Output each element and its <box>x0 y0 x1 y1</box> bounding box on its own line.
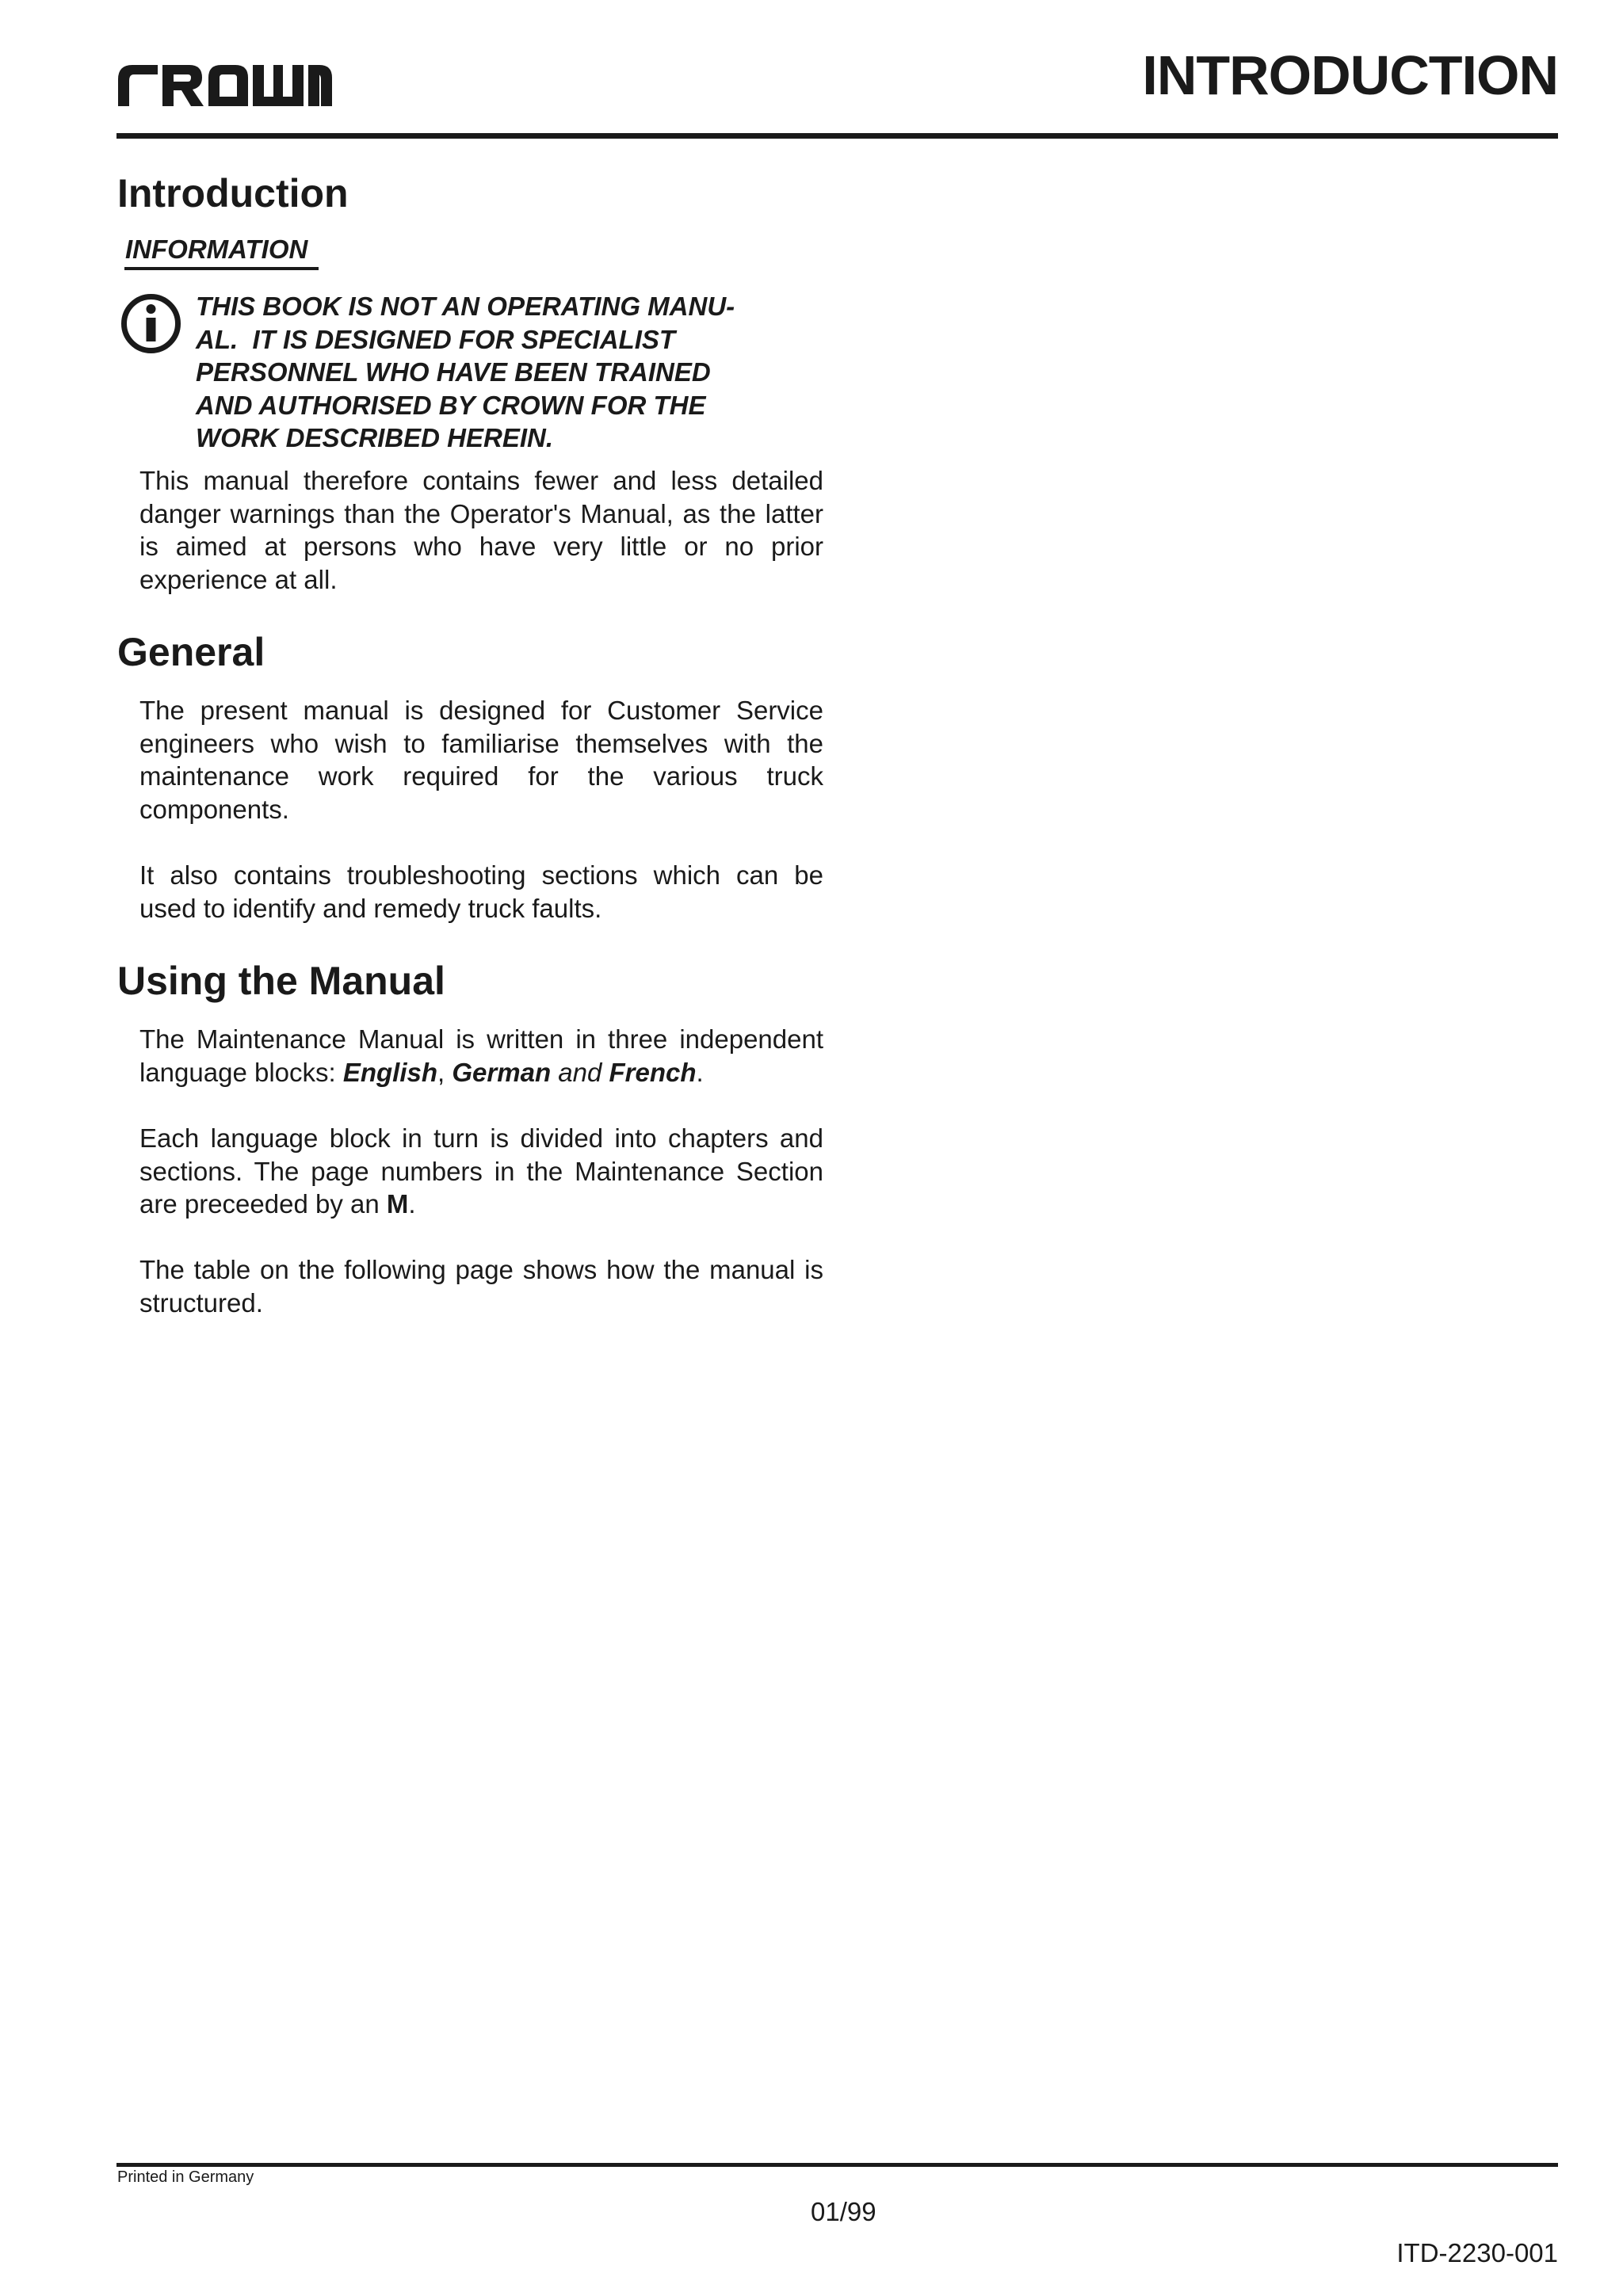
using-p1-text: The Maintenance Manual is written in three independent language blocks: <box>139 1024 823 1087</box>
warning-text <box>196 290 798 455</box>
separator: , <box>437 1057 453 1087</box>
header-rule <box>116 133 1558 139</box>
general-paragraph-2: It also contains troubleshooting sections which can be used to identify and remedy truck faults. <box>139 860 823 923</box>
information-label: INFORMATION <box>125 235 308 264</box>
period: . <box>696 1057 704 1087</box>
footer-rule <box>116 2163 1558 2167</box>
printed-in-note: Printed in Germany <box>117 2168 254 2186</box>
warning-line: AND AUTHORISED BY CROWN FOR THE <box>196 390 706 420</box>
general-paragraph-1: The present manual is designed for Customer Service engineers who wish to familiarise themselves with the maintenance work required for the various truck components. <box>139 696 823 824</box>
page-number: 01/99 <box>811 2197 876 2226</box>
using-p2-text: Each language block in turn is divided into chapters and sections. The page numbers in the Maintenance Section are preceeded by an <box>139 1123 823 1219</box>
warning-line: WORK DESCRIBED HEREIN. <box>196 423 554 453</box>
introduction-paragraph: This manual therefore contains fewer and less detailed danger warnings than the Operator's Manual, as the latter is aimed at persons who have very little or no prior experience at all. <box>139 466 823 594</box>
warning-line: THIS BOOK IS NOT AN OPERATING MANU- <box>196 292 735 321</box>
language-german: German <box>452 1057 552 1087</box>
logo-text: CROWN <box>116 62 120 63</box>
document-code: ITD-2230-001 <box>1396 2238 1558 2267</box>
language-french: French <box>609 1057 697 1087</box>
page-header-title: INTRODUCTION <box>1142 44 1558 106</box>
using-manual-heading: Using the Manual <box>117 959 445 1003</box>
introduction-heading: Introduction <box>117 171 349 215</box>
using-paragraph-2 <box>139 1122 823 1221</box>
info-icon <box>120 293 181 354</box>
information-underline <box>124 267 319 270</box>
language-english: English <box>342 1057 438 1087</box>
period: . <box>408 1189 416 1219</box>
using-paragraph-3: The table on the following page shows how the manual is structured. <box>139 1255 823 1318</box>
and-word: and <box>551 1057 609 1087</box>
warning-line: AL. IT IS DESIGNED FOR SPECIALIST <box>196 324 676 354</box>
m-prefix: M <box>386 1189 409 1219</box>
crown-logo <box>116 62 332 108</box>
using-paragraph-1 <box>139 1023 823 1089</box>
general-heading: General <box>117 630 265 674</box>
warning-line: PERSONNEL WHO HAVE BEEN TRAINED <box>196 357 711 387</box>
